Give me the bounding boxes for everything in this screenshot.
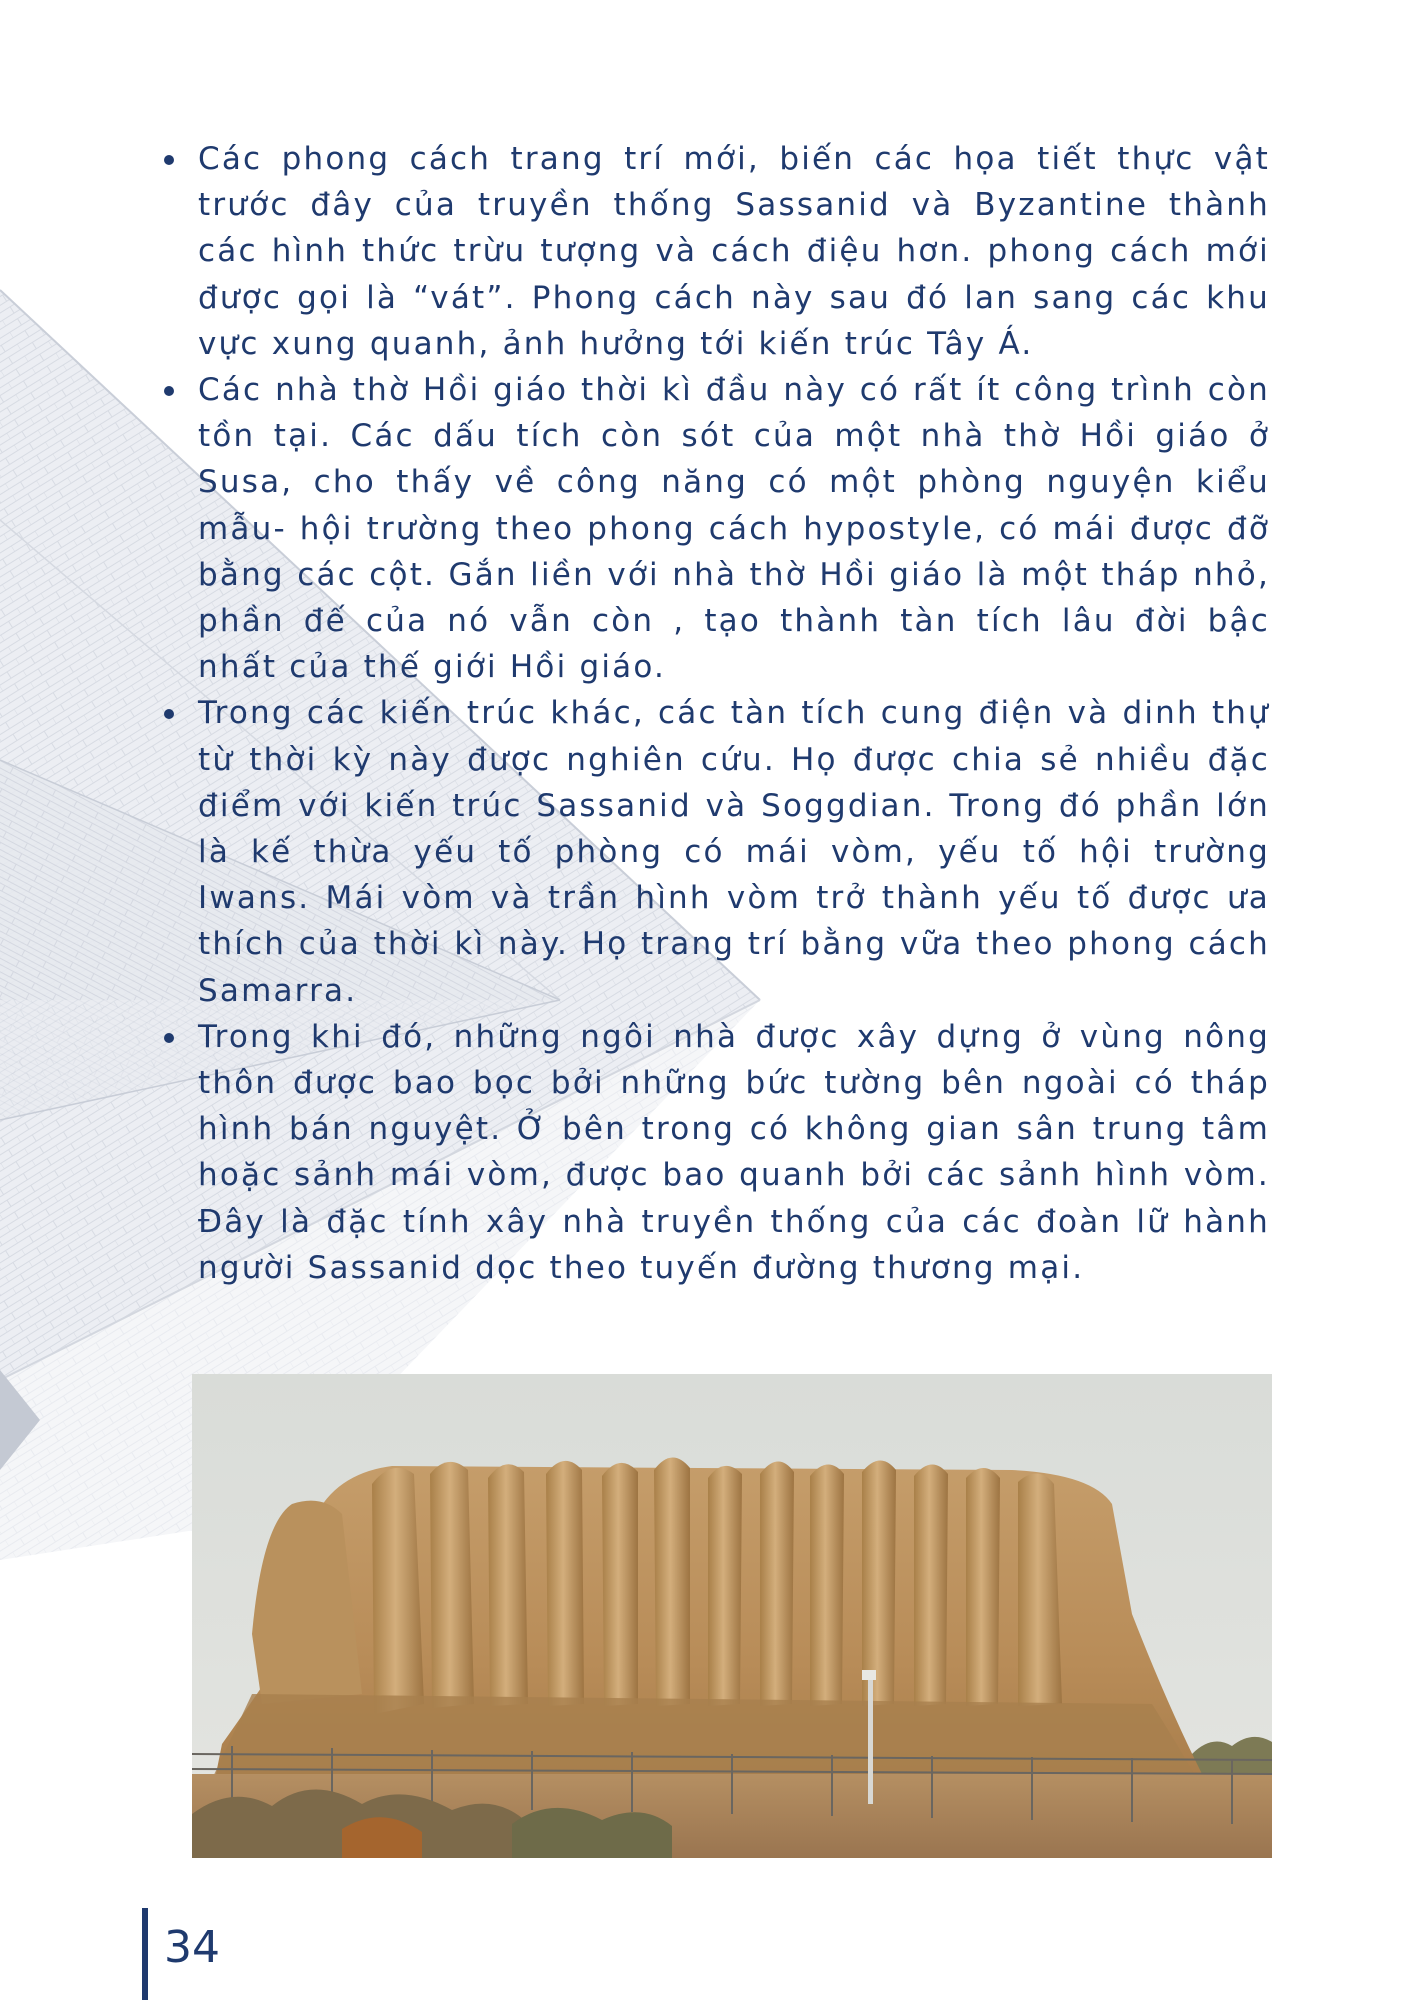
- bullet-text: Các nhà thờ Hồi giáo thời kì đầu này có rất ít công trình còn tồn tại. Các dấu tích còn sót của một nhà thờ Hồi giáo ở Susa, cho thấy về công năng có một phòng nguyện kiểu mẫu- hội trường theo phong cách hypostyle, có mái được đỡ bằng các cột. Gắn liền với nhà thờ Hồi giáo là một tháp nhỏ, phần đế của nó vẫn còn , tạo thành tàn tích lâu đời bậc nhất của thế giới Hồi giáo.: [198, 372, 1270, 686]
- bullet-item-early-mosques: [160, 367, 1270, 690]
- page-number-bar: [142, 1908, 148, 2000]
- bullet-list: [160, 136, 1270, 1291]
- bullet-dot: [164, 1033, 174, 1043]
- bullet-dot: [164, 709, 174, 719]
- bullet-dot: [164, 386, 174, 396]
- fortress-ruin-image: [192, 1374, 1272, 1858]
- bullet-item-palaces: [160, 690, 1270, 1013]
- bullet-text: Trong các kiến trúc khác, các tàn tích cung điện và dinh thự từ thời kỳ này được nghiên cứu. Họ được chia sẻ nhiều đặc điểm với kiến trúc Sassanid và Soggdian. Trong đó phần lớn là kế thừa yếu tố phòng có mái vòm, yếu tố hội trường Iwans. Mái vòm và trần hình vòm trở thành yếu tố được ưa thích của thời kì này. Họ trang trí bằng vữa theo phong cách Samarra.: [198, 695, 1270, 1009]
- bullet-text: Các phong cách trang trí mới, biến các họa tiết thực vật trước đây của truyền thống Sassanid và Byzantine thành các hình thức trừu tượng và cách điệu hơn. phong cách mới được gọi là “vát”. Phong cách này sau đó lan sang các khu vực xung quanh, ảnh hưởng tới kiến trúc Tây Á.: [198, 141, 1270, 362]
- page-number: 34: [164, 1922, 220, 1973]
- bullet-text: Trong khi đó, những ngôi nhà được xây dựng ở vùng nông thôn được bao bọc bởi những bức tường bên ngoài có tháp hình bán nguyệt. Ở bên trong có không gian sân trung tâm hoặc sảnh mái vòm, được bao quanh bởi các sảnh hình vòm. Đây là đặc tính xây nhà truyền thống của các đoàn lữ hành người Sassanid dọc theo tuyến đường thương mại.: [198, 1018, 1270, 1286]
- bullet-dot: [164, 155, 174, 165]
- bullet-item-rural-houses: [160, 1014, 1270, 1291]
- main-text-block: [160, 136, 1270, 1291]
- bullet-item-decoration-styles: [160, 136, 1270, 367]
- fortress-ruin-photo: [192, 1374, 1272, 1858]
